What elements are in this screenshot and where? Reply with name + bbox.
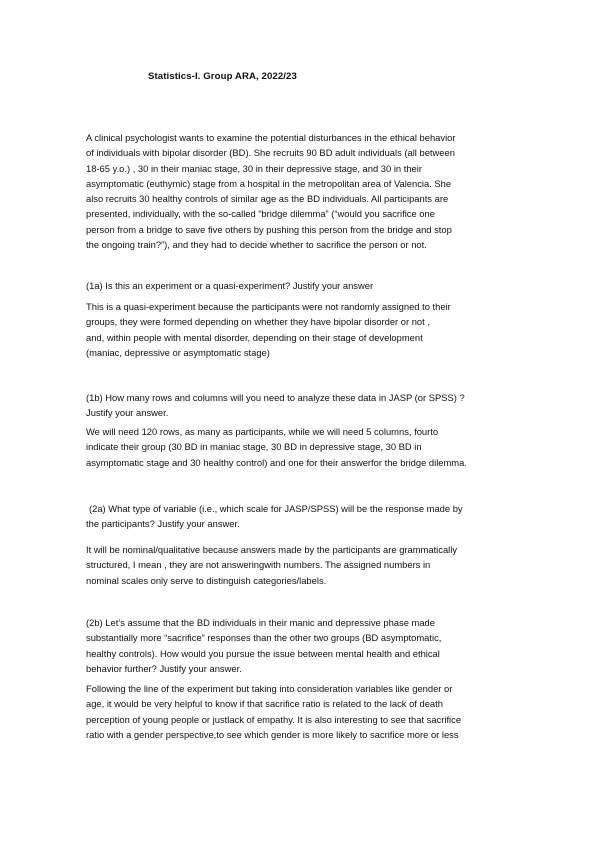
- text-line: 18-65 y.o.) , 30 in their maniac stage, 30 in their depressive stage, and 30 in their: [86, 162, 422, 174]
- answer-line: nominal scales only serve to distinguish categories/labels.: [86, 574, 327, 586]
- answer-line: structured, I mean , they are not answeringwith numbers. The assigned numbers in: [86, 559, 431, 571]
- document-title: Statistics-I. Group ARA, 2022/23: [148, 71, 297, 82]
- question-line: (2a) What type of variable (i.e., which scale for JASP/SPSS) will be the response made by: [89, 503, 463, 514]
- answer-line: This is a quasi-experiment because the participants were not randomly assigned to their: [86, 301, 451, 312]
- answer-1a: [86, 299, 516, 360]
- answer-line: It will be nominal/qualitative because answers made by the participants are grammatically: [86, 544, 458, 555]
- question-line: the participants? Justify your answer.: [86, 518, 240, 530]
- answer-2a: [86, 542, 516, 588]
- answer-line: asymptomatic stage and 30 healthy control) and one for their answerfor the bridge dilemma.: [86, 456, 467, 468]
- text-line: the ongoing train?”), and they had to decide whether to sacrifice the person or not.: [86, 239, 427, 251]
- answer-line: age, it would be very helpful to know if that sacrifice ratio is related to the lack of death: [86, 698, 443, 710]
- question-line: behavior further? Justify your answer.: [86, 662, 242, 674]
- answer-line: Following the line of the experiment but taking into consideration variables like gender or: [86, 683, 453, 694]
- question-line: (1b) How many rows and columns will you need to analyze these data in JASP (or SPSS) ?: [86, 392, 465, 403]
- answer-line: perception of young people or justlack of empathy. It is also interesting to see that sacrifice: [86, 713, 462, 725]
- question-2a: [86, 501, 516, 532]
- question-2b: [86, 615, 516, 676]
- question-line: (2b) Let’s assume that the BD individuals in their manic and depressive phase made: [86, 617, 435, 628]
- text-line: A clinical psychologist wants to examine the potential disturbances in the ethical behavior: [86, 132, 456, 143]
- text-line: presented, individually, with the so-called “bridge dilemma” (“would you sacrifice one: [86, 208, 435, 220]
- question-1a: [86, 278, 516, 293]
- text-line: person from a bridge to save five others by pushing this person from the bridge and stop: [86, 223, 452, 235]
- question-line: (1a) Is this an experiment or a quasi-experiment? Justify your answer: [86, 280, 374, 291]
- answer-line: We will need 120 rows, as many as participants, while we will need 5 columns, fourto: [86, 426, 439, 437]
- answer-line: (maniac, depressive or asymptomatic stage): [86, 346, 270, 358]
- answer-1b: [86, 424, 516, 470]
- question-line: healthy controls). How would you pursue the issue between mental health and ethical: [86, 647, 440, 659]
- question-line: Justify your answer.: [86, 407, 169, 419]
- question-line: substantially more “sacrifice” responses than the other two groups (BD asymptomatic,: [86, 632, 442, 644]
- text-line: asymptomatic (euthymic) stage from a hospital in the metropolitan area of Valencia. She: [86, 177, 452, 189]
- text-line: also recruits 30 healthy controls of similar age as the BD individuals. All participants are: [86, 193, 449, 205]
- text-line: of individuals with bipolar disorder (BD). She recruits 90 BD adult individuals (all between: [86, 147, 455, 159]
- answer-line: indicate their group (30 BD in maniac stage, 30 BD in depressive stage, 30 BD in: [86, 441, 422, 453]
- answer-line: and, within people with mental disorder, depending on their stage of development: [86, 331, 423, 343]
- question-1b: [86, 390, 516, 421]
- answer-line: groups, they were formed depending on whether they have bipolar disorder or not ,: [86, 316, 430, 328]
- answer-line: ratio with a gender perspective,to see which gender is more likely to sacrifice more or less: [86, 728, 459, 740]
- problem-statement: [86, 130, 516, 252]
- answer-2b: [86, 681, 516, 742]
